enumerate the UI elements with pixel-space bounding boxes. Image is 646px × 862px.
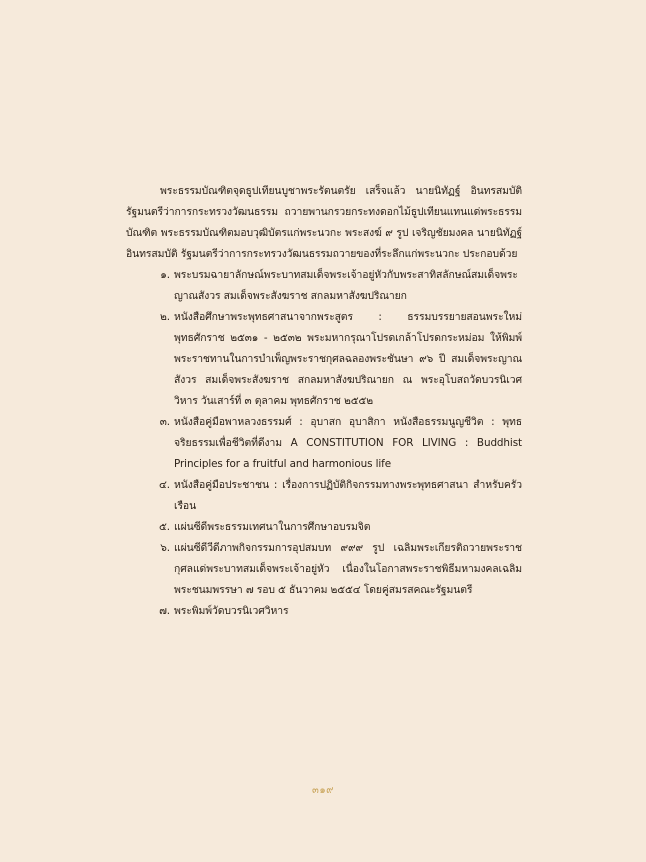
list-item-text: พระบรมฉายาลักษณ์พระบาทสมเด็จพระเจ้าอยู่หัวกับพระสาทิสลักษณ์สมเด็จพระญาณสังวร สมเด็จพระสังฆราช สกลมหาสังฆปริณายก — [174, 269, 518, 302]
list-item-number: ๔. — [159, 479, 170, 491]
body-text — [126, 181, 522, 622]
list-item — [126, 517, 522, 538]
gift-list — [126, 265, 522, 622]
list-item — [126, 475, 522, 517]
page-number: ๓๑๙ — [311, 785, 334, 796]
list-item-number: ๓. — [159, 416, 170, 428]
list-item — [126, 265, 522, 307]
list-item-text: หนังสือคู่มือพาหลวงธรรมศ์ : อุบาสก อุบาสิกา หนังสือธรรมนูญชีวิต : พุทธจริยธรรมเพื่อชีวิตที่ดีงาม A CONSTITUTION FOR LIVING : Buddhist Principles for a fruitful and harmonious life — [174, 416, 522, 470]
list-item-text: หนังสือคู่มือประชาชน : เรื่องการปฏิบัติกิจกรรมทางพระพุทธศาสนา สำหรับครัวเรือน — [174, 479, 522, 512]
list-item-number: ๑. — [160, 269, 170, 281]
list-item — [126, 307, 522, 412]
list-item-text: พระพิมพ์วัดบวรนิเวศวิหาร — [174, 605, 289, 617]
list-item-number: ๕. — [159, 521, 170, 533]
list-item-number: ๖. — [160, 542, 170, 554]
list-item-number: ๗. — [159, 605, 170, 617]
intro-paragraph: พระธรรมบัณฑิตจุดธูปเทียนบูชาพระรัตนตรัย เสร็จแล้ว นายนิทัฏฐ์ อินทรสมบัติ รัฐมนตรีว่าการกระทรวงวัฒนธรรม ถวายพานกรวยกระทงดอกไม้ธูปเทียนแทนแด่พระธรรมบัณฑิต พระธรรมบัณฑิตมอบวุฒิบัตรแก่พระนวกะ พระสงฆ์ ๙ รูป เจริญชัยมงคล นายนิทัฏฐ์ อินทรสมบัติ รัฐมนตรีว่าการกระทรวงวัฒนธรรมถวายของที่ระลึกแก่พระนวกะ ประกอบด้วย — [126, 185, 522, 260]
list-item — [126, 601, 522, 622]
list-item-text: หนังสือศึกษาพระพุทธศาสนาจากพระสูตร : ธรรมบรรยายสอนพระใหม่ พุทธศักราช ๒๕๓๑ - ๒๕๓๒ พระมหากรุณาโปรดเกล้าโปรดกระหม่อม ให้พิมพ์พระราชทานในการบำเพ็ญพระราชกุศลฉลองพระชันษา ๙๖ ปี สมเด็จพระญาณสังวร สมเด็จพระสังฆราช สกลมหาสังฆปริณายก ณ พระอุโบสถวัดบวรนิเวศวิหาร วันเสาร์ที่ ๓ ตุลาคม พุทธศักราช ๒๕๕๒ — [174, 311, 522, 407]
list-item-text: แผ่นซีดีพระธรรมเทศนาในการศึกษาอบรมจิต — [174, 521, 371, 533]
list-item-text: แผ่นซีดีวีดีภาพกิจกรรมการอุปสมบท ๙๙๙ รูป เฉลิมพระเกียรติถวายพระราชกุศลแด่พระบาทสมเด็จพระเจ้าอยู่หัว เนื่องในโอกาสพระราชพิธีมหามงคลเฉลิมพระชนมพรรษา ๗ รอบ ๕ ธันวาคม ๒๕๕๔ โดยคู่สมรสคณะรัฐมนตรี — [174, 542, 522, 596]
list-item-number: ๒. — [160, 311, 170, 323]
list-item — [126, 538, 522, 601]
list-item — [126, 412, 522, 475]
